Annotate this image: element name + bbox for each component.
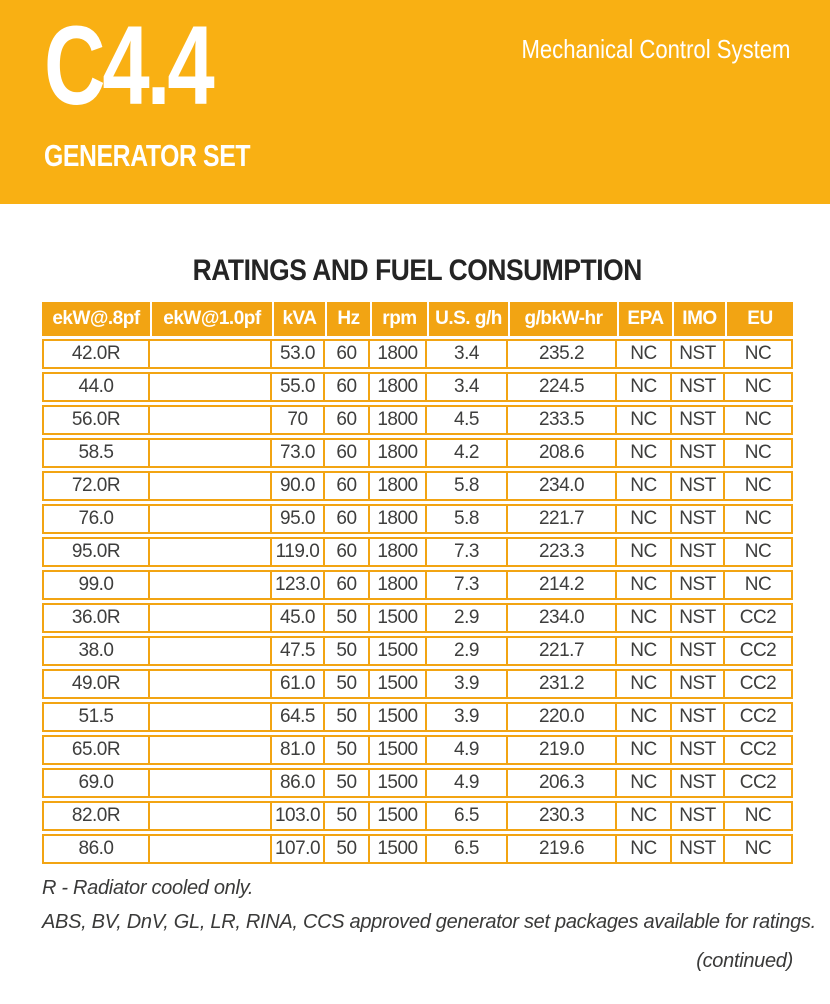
table-cell: 53.0 [272,339,325,369]
table-cell [150,504,272,534]
table-cell: 50 [325,735,370,765]
column-header: g/bkW-hr [508,302,617,336]
table-cell: 2.9 [427,636,508,666]
table-cell: NST [672,702,725,732]
table-cell [150,603,272,633]
table-cell: NC [617,735,672,765]
table-cell: NC [617,570,672,600]
table-cell: 3.9 [427,702,508,732]
table-cell: 1500 [370,702,427,732]
table-cell: NC [725,801,793,831]
table-cell: 119.0 [272,537,325,567]
table-cell: 65.0R [42,735,150,765]
table-cell: 221.7 [508,636,617,666]
table-cell: 44.0 [42,372,150,402]
table-cell: NC [617,636,672,666]
footnote-radiator: R - Radiator cooled only. [42,877,254,899]
table-cell: 60 [325,339,370,369]
table-cell: 1500 [370,603,427,633]
table-cell: 50 [325,603,370,633]
table-cell: 221.7 [508,504,617,534]
table-cell: NST [672,471,725,501]
table-row [42,471,793,501]
table-cell: 99.0 [42,570,150,600]
table-cell: 1500 [370,801,427,831]
table-cell: CC2 [725,768,793,798]
table-cell: NC [617,405,672,435]
table-cell: NST [672,768,725,798]
table-cell: NC [617,834,672,864]
table-cell: NC [617,603,672,633]
table-cell: NST [672,372,725,402]
table-cell: NC [617,372,672,402]
table-cell: 60 [325,471,370,501]
table-cell: 51.5 [42,702,150,732]
table-cell: NC [617,438,672,468]
continued-label: (continued) [696,950,793,972]
table-cell: NC [725,834,793,864]
table-cell [150,768,272,798]
table-cell: 58.5 [42,438,150,468]
table-cell: 47.5 [272,636,325,666]
table-cell: 76.0 [42,504,150,534]
table-cell: 1800 [370,339,427,369]
table-cell: 82.0R [42,801,150,831]
section-title: RATINGS AND FUEL CONSUMPTION [192,254,643,287]
table-cell: NST [672,636,725,666]
table-row [42,603,793,633]
table-cell: 50 [325,801,370,831]
table-cell: 36.0R [42,603,150,633]
table-cell: 49.0R [42,669,150,699]
table-cell: 42.0R [42,339,150,369]
table-cell: 81.0 [272,735,325,765]
table-cell: 224.5 [508,372,617,402]
table-cell: 219.6 [508,834,617,864]
table-cell: 70 [272,405,325,435]
footnotes [42,877,816,973]
table-cell: 6.5 [427,834,508,864]
table-cell: NC [617,669,672,699]
table-cell: 230.3 [508,801,617,831]
table-cell: 123.0 [272,570,325,600]
table-cell: 60 [325,372,370,402]
table-cell: 73.0 [272,438,325,468]
table-cell: 60 [325,504,370,534]
table-cell: NST [672,603,725,633]
table-cell: NST [672,735,725,765]
table-cell: NC [725,537,793,567]
control-system-tagline: Mechanical Control System [521,34,790,64]
table-cell: NST [672,438,725,468]
table-header-row [42,302,793,336]
table-cell: NST [672,537,725,567]
table-cell: 69.0 [42,768,150,798]
table-cell: 50 [325,768,370,798]
ratings-section [42,254,816,973]
table-cell: 50 [325,636,370,666]
table-cell [150,570,272,600]
table-cell: CC2 [725,735,793,765]
table-cell: 5.8 [427,471,508,501]
table-cell: NC [617,537,672,567]
table-cell: 235.2 [508,339,617,369]
table-cell: 45.0 [272,603,325,633]
table-cell: 3.4 [427,339,508,369]
table-cell: 7.3 [427,537,508,567]
table-cell: 231.2 [508,669,617,699]
table-row [42,405,793,435]
table-row [42,570,793,600]
table-cell [150,636,272,666]
table-cell: 103.0 [272,801,325,831]
table-cell: NST [672,405,725,435]
table-cell: NC [617,471,672,501]
table-cell: 72.0R [42,471,150,501]
table-cell [150,702,272,732]
table-row [42,768,793,798]
table-cell: 60 [325,438,370,468]
table-cell: 3.4 [427,372,508,402]
table-cell: 1800 [370,504,427,534]
table-cell: 50 [325,669,370,699]
table-cell: 86.0 [42,834,150,864]
table-cell: NC [617,702,672,732]
product-line-title: GENERATOR SET [44,138,251,173]
column-header: rpm [370,302,427,336]
table-cell: 107.0 [272,834,325,864]
table-cell: 1800 [370,537,427,567]
table-cell: 1500 [370,834,427,864]
table-cell: 50 [325,834,370,864]
brand-banner [0,0,830,204]
table-cell: 2.9 [427,603,508,633]
table-row [42,537,793,567]
column-header: kVA [272,302,325,336]
table-cell [150,735,272,765]
table-cell: NC [725,405,793,435]
table-cell: NC [617,768,672,798]
table-cell: NC [725,372,793,402]
table-cell: NC [617,801,672,831]
table-cell [150,669,272,699]
table-cell: 1500 [370,735,427,765]
model-name: C4.4 [44,3,212,128]
column-header: IMO [672,302,725,336]
table-cell: 4.5 [427,405,508,435]
table-cell [150,339,272,369]
table-cell: 60 [325,537,370,567]
ratings-table [42,302,793,864]
table-cell: CC2 [725,669,793,699]
table-cell: NST [672,834,725,864]
table-row [42,669,793,699]
table-row [42,801,793,831]
table-cell: NST [672,504,725,534]
table-cell: 1800 [370,405,427,435]
table-row [42,702,793,732]
table-cell: 208.6 [508,438,617,468]
table-cell: 60 [325,570,370,600]
table-cell [150,537,272,567]
table-cell: 233.5 [508,405,617,435]
table-cell: 90.0 [272,471,325,501]
table-cell [150,801,272,831]
column-header: EPA [617,302,672,336]
table-cell: 7.3 [427,570,508,600]
table-cell: 223.3 [508,537,617,567]
table-cell: CC2 [725,603,793,633]
table-cell: 1500 [370,768,427,798]
table-row [42,438,793,468]
table-row [42,504,793,534]
table-row [42,372,793,402]
table-cell: CC2 [725,702,793,732]
table-row [42,339,793,369]
table-row [42,834,793,864]
table-cell: 86.0 [272,768,325,798]
table-cell: NC [725,339,793,369]
table-cell: 214.2 [508,570,617,600]
table-cell: CC2 [725,636,793,666]
column-header: Hz [325,302,370,336]
table-cell: 5.8 [427,504,508,534]
table-cell [150,471,272,501]
table-cell: 219.0 [508,735,617,765]
column-header: ekW@1.0pf [150,302,272,336]
table-cell: 95.0 [272,504,325,534]
table-cell: NC [725,438,793,468]
table-row [42,636,793,666]
table-cell: 1800 [370,570,427,600]
table-cell: NC [725,504,793,534]
column-header: U.S. g/h [427,302,508,336]
table-cell: 60 [325,405,370,435]
table-cell: 1800 [370,471,427,501]
table-cell: 1800 [370,438,427,468]
table-cell: NST [672,669,725,699]
table-cell: 220.0 [508,702,617,732]
table-cell: NC [617,339,672,369]
table-cell [150,372,272,402]
table-cell: NC [617,504,672,534]
table-cell: 56.0R [42,405,150,435]
table-cell: NST [672,801,725,831]
table-cell: 55.0 [272,372,325,402]
table-cell: NST [672,570,725,600]
table-cell: 1500 [370,636,427,666]
table-cell: 4.9 [427,735,508,765]
table-cell: 234.0 [508,603,617,633]
table-row [42,735,793,765]
table-cell: NST [672,339,725,369]
table-cell: 3.9 [427,669,508,699]
table-cell: 64.5 [272,702,325,732]
table-cell: 1500 [370,669,427,699]
table-cell: NC [725,570,793,600]
table-cell [150,438,272,468]
column-header: ekW@.8pf [52,308,140,329]
footnote-approvals: ABS, BV, DnV, GL, LR, RINA, CCS approved generator set packages available for ratings. [42,911,816,933]
table-cell [150,834,272,864]
table-body [42,339,793,864]
table-cell: 50 [325,702,370,732]
table-cell: 1800 [370,372,427,402]
table-cell: 38.0 [42,636,150,666]
table-cell: 61.0 [272,669,325,699]
column-header: EU [725,302,793,336]
table-cell: NC [725,471,793,501]
table-cell: 4.2 [427,438,508,468]
table-cell: 234.0 [508,471,617,501]
table-cell: 95.0R [42,537,150,567]
table-cell: 4.9 [427,768,508,798]
table-cell: 6.5 [427,801,508,831]
table-cell [150,405,272,435]
table-cell: 206.3 [508,768,617,798]
